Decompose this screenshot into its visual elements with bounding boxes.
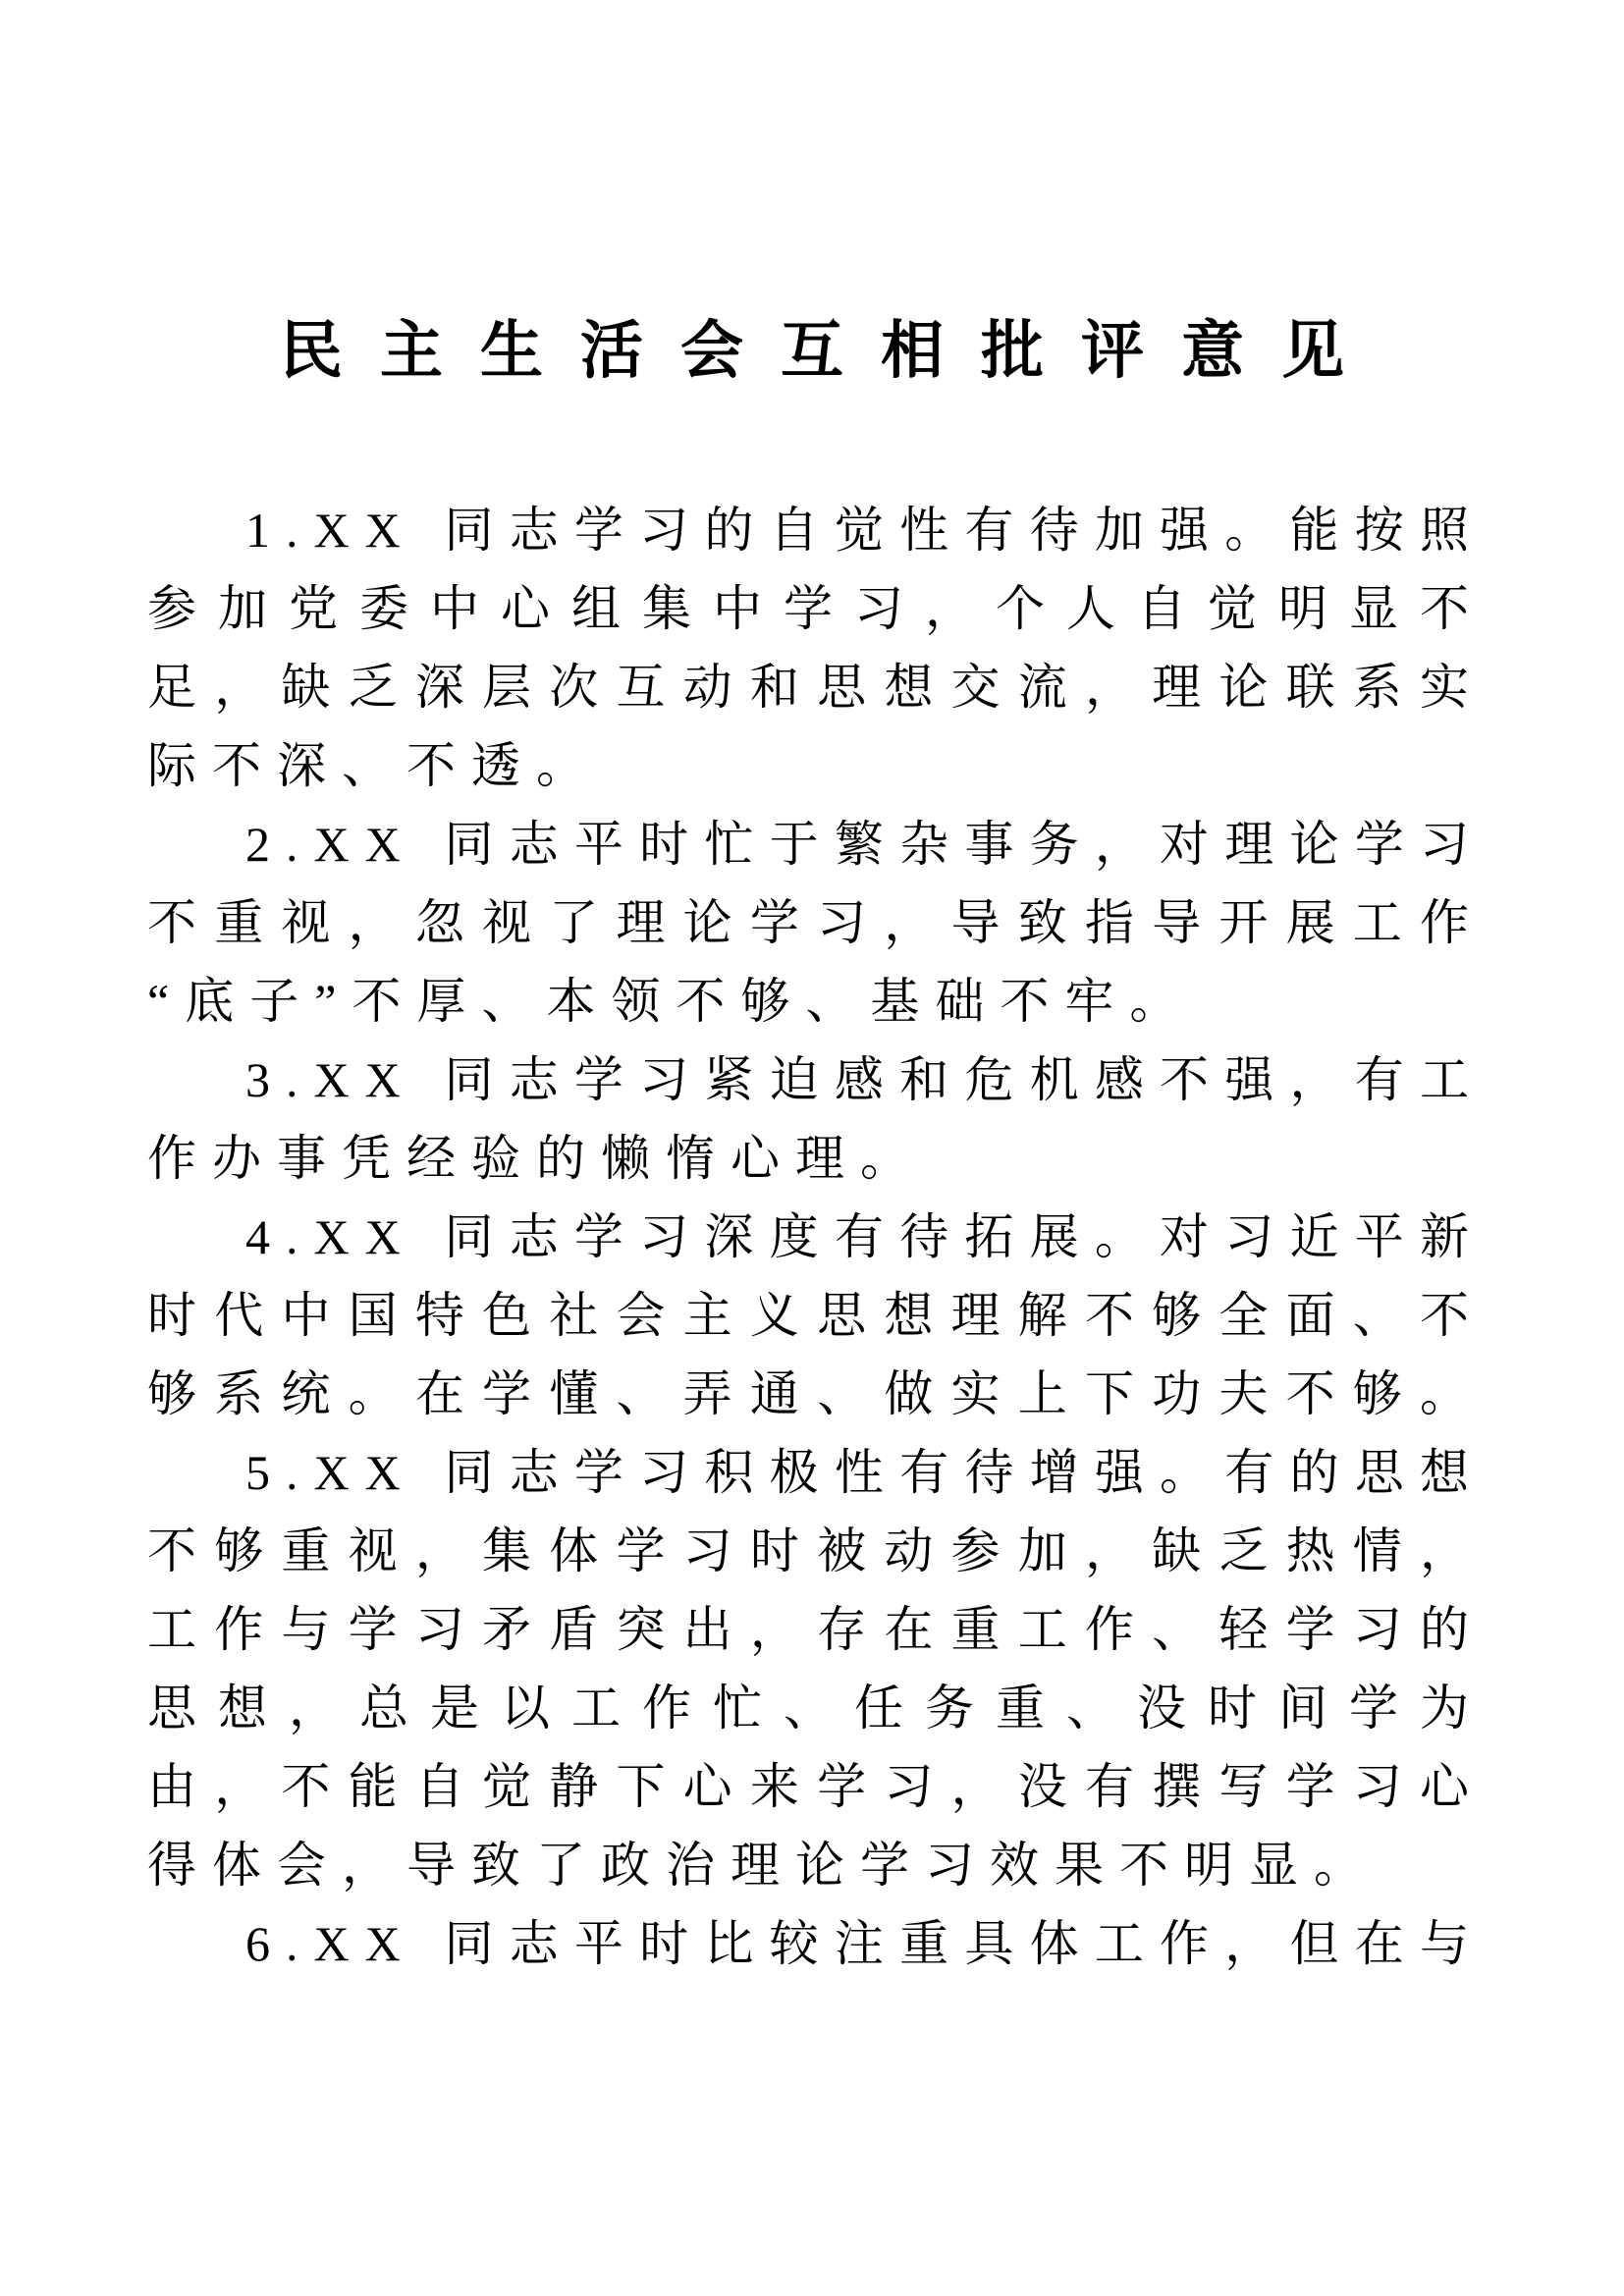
text-line: 6.XX 同志平时比较注重具体工作，但在与: [245, 1916, 1485, 1971]
paragraph: [147, 1904, 1485, 1983]
document-title: 民主生活会互相批评意见: [280, 316, 1381, 386]
text-line: 参加党委中心组集中学习，个人自觉明显不: [147, 581, 1485, 636]
text-line: 1.XX 同志学习的自觉性有待加强。能按照: [245, 503, 1485, 558]
text-line: 5.XX 同志学习积极性有待增强。有的思想: [245, 1445, 1485, 1500]
paragraph: [147, 805, 1485, 1041]
text-line: 由，不能自觉静下心来学习，没有撰写学习心: [147, 1759, 1485, 1814]
paragraph: [147, 1041, 1485, 1198]
text-line: 时代中国特色社会主义思想理解不够全面、不: [147, 1288, 1485, 1343]
text-line: 3.XX 同志学习紧迫感和危机感不强，有工: [245, 1052, 1485, 1107]
text-line: 得体会，导致了政治理论学习效果不明显。: [147, 1838, 1379, 1893]
text-line: 足，缺乏深层次互动和思想交流，理论联系实: [147, 660, 1485, 715]
text-line: “底子”不厚、本领不够、基础不牢。: [147, 974, 1195, 1029]
text-line: 不够重视，集体学习时被动参加，缺乏热情，: [147, 1523, 1485, 1578]
paragraph: [147, 1433, 1485, 1904]
text-line: 际不深、不透。: [147, 738, 601, 793]
text-line: 够系统。在学懂、弄通、做实上下功夫不够。: [147, 1366, 1485, 1421]
paragraph: [147, 1198, 1485, 1433]
document-body: [147, 491, 1485, 1983]
text-line: 2.XX 同志平时忙于繁杂事务，对理论学习: [245, 817, 1485, 872]
text-line: 4.XX 同志学习深度有待拓展。对习近平新: [245, 1209, 1485, 1264]
text-line: 作办事凭经验的懒惰心理。: [147, 1131, 925, 1186]
text-line: 思想，总是以工作忙、任务重、没时间学为: [147, 1681, 1485, 1735]
text-line: 不重视，忽视了理论学习，导致指导开展工作: [147, 895, 1485, 950]
text-line: 工作与学习矛盾突出，存在重工作、轻学习的: [147, 1602, 1485, 1657]
paragraph: [147, 491, 1485, 805]
